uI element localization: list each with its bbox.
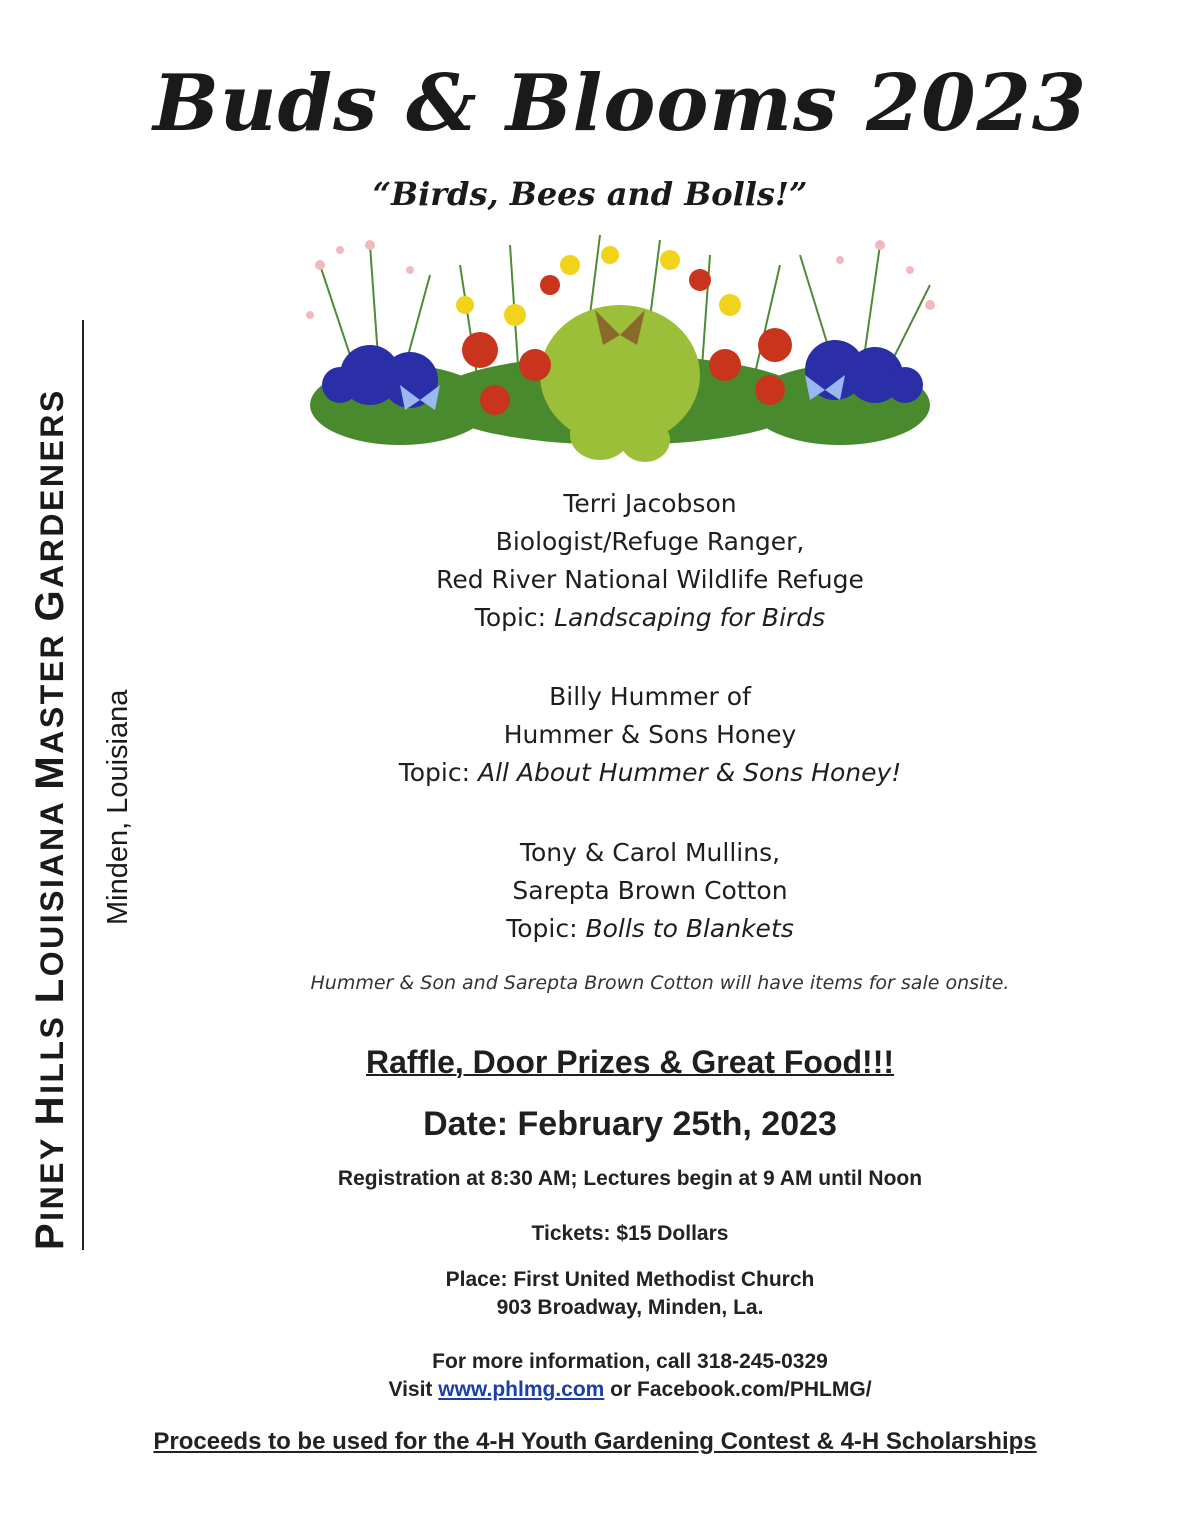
speaker-block [300, 678, 1000, 792]
speaker-topic: Topic: Bolls to Blankets [506, 914, 794, 943]
page-title: Buds & Blooms 2023 [152, 58, 1088, 149]
city-label: Minden, Louisiana [102, 689, 134, 925]
speaker-topic: Topic: All About Hummer & Sons Honey! [398, 758, 902, 787]
event-theme: “Birds, Bees and Bolls!” [372, 175, 808, 213]
phone-line: For more information, call 318-245-0329 [432, 1350, 828, 1373]
website-link[interactable]: www.phlmg.com [438, 1378, 605, 1401]
event-date: Date: February 25th, 2023 [423, 1105, 837, 1143]
visit-line: Visit www.phlmg.com or Facebook.com/PHLMG/ [388, 1378, 872, 1401]
address-line: 903 Broadway, Minden, La. [496, 1296, 764, 1319]
speaker-block [300, 834, 1000, 948]
ticket-price: Tickets: $15 Dollars [531, 1222, 729, 1245]
speaker-affiliation: Red River National Wildlife Refuge [436, 565, 864, 594]
speaker-name: Tony & Carol Mullins, [519, 838, 781, 867]
sale-note: Hummer & Son and Sarepta Brown Cotton will have items for sale onsite. [310, 972, 1010, 994]
speaker-affiliation: Sarepta Brown Cotton [512, 876, 788, 905]
speaker-name: Terri Jacobson [563, 489, 737, 518]
raffle-heading: Raffle, Door Prizes & Great Food!!! [365, 1044, 895, 1080]
flower-arrangement-image [280, 225, 960, 470]
speaker-name: Billy Hummer of [549, 682, 751, 711]
proceeds-statement: Proceeds to be used for the 4-H Youth Gardening Contest & 4-H Scholarships [153, 1428, 1037, 1455]
place-line: Place: First United Methodist Church [445, 1268, 815, 1291]
registration-info: Registration at 8:30 AM; Lectures begin at 9 AM until Noon [337, 1167, 923, 1190]
speaker-affiliation: Hummer & Sons Honey [503, 720, 797, 749]
speaker-block [300, 485, 1000, 637]
organization-name: PINEY HILLS LOUISIANA MASTER GARDENERS [22, 320, 84, 1250]
speaker-title: Biologist/Refuge Ranger, [495, 527, 805, 556]
speaker-topic: Topic: Landscaping for Birds [474, 603, 826, 632]
